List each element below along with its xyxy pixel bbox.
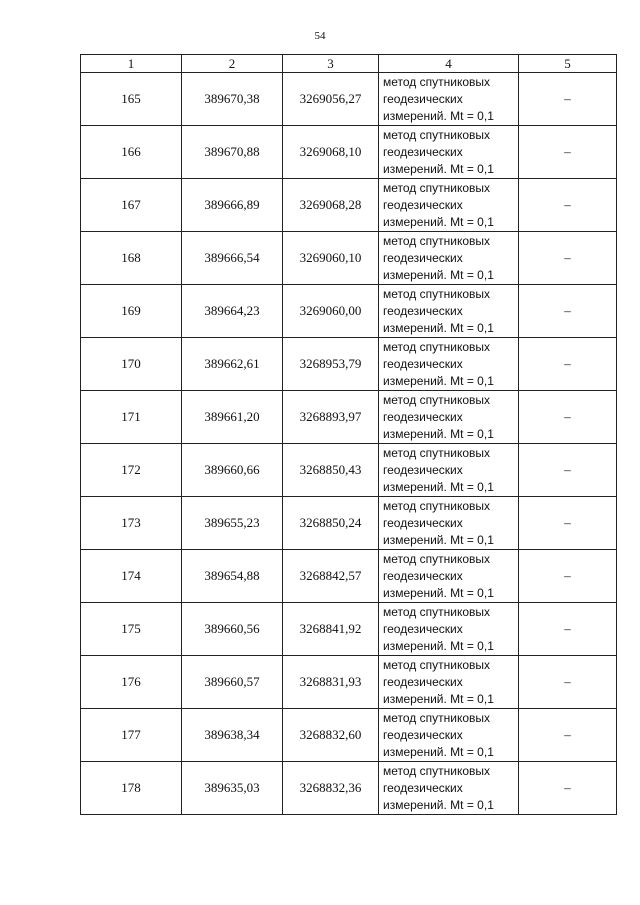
method-cell (379, 73, 519, 126)
point-number-cell: 174 (81, 550, 182, 603)
method-text-line: измерений. Mt = 0,1 (383, 426, 494, 441)
method-text-line: метод спутниковых (383, 286, 491, 301)
x-coordinate-cell: 389664,23 (182, 285, 283, 338)
x-coordinate-cell: 389670,88 (182, 126, 283, 179)
method-text-line: измерений. Mt = 0,1 (383, 320, 494, 335)
x-coordinate-cell: 389670,38 (182, 73, 283, 126)
method-text-line: метод спутниковых (383, 551, 491, 566)
y-coordinate-cell: 3268832,60 (283, 709, 379, 762)
note-cell: – (519, 603, 617, 656)
method-text-line: геодезических (383, 197, 463, 212)
x-coordinate-cell: 389660,66 (182, 444, 283, 497)
method-cell (379, 232, 519, 285)
method-cell (379, 444, 519, 497)
method-text-line: измерений. Mt = 0,1 (383, 108, 494, 123)
x-coordinate-cell: 389660,57 (182, 656, 283, 709)
point-number-cell: 167 (81, 179, 182, 232)
method-text-line: геодезических (383, 780, 463, 795)
x-coordinate-cell: 389666,89 (182, 179, 283, 232)
x-coordinate-cell: 389661,20 (182, 391, 283, 444)
x-coordinate-cell: 389660,56 (182, 603, 283, 656)
point-number-cell: 168 (81, 232, 182, 285)
method-text-line: геодезических (383, 621, 463, 636)
method-text-line: метод спутниковых (383, 445, 491, 460)
x-coordinate-cell: 389638,34 (182, 709, 283, 762)
note-cell: – (519, 444, 617, 497)
x-coordinate-cell: 389635,03 (182, 762, 283, 815)
method-cell (379, 497, 519, 550)
method-cell (379, 285, 519, 338)
note-cell: – (519, 73, 617, 126)
y-coordinate-cell: 3268953,79 (283, 338, 379, 391)
note-cell: – (519, 232, 617, 285)
y-coordinate-cell: 3269068,10 (283, 126, 379, 179)
method-text-line: геодезических (383, 409, 463, 424)
table-row (81, 73, 617, 126)
method-cell (379, 762, 519, 815)
method-text-line: метод спутниковых (383, 710, 491, 725)
method-text-line: геодезических (383, 568, 463, 583)
method-text-line: измерений. Mt = 0,1 (383, 214, 494, 229)
y-coordinate-cell: 3268832,36 (283, 762, 379, 815)
method-text-line: метод спутниковых (383, 74, 491, 89)
y-coordinate-cell: 3269068,28 (283, 179, 379, 232)
y-coordinate-cell: 3269060,10 (283, 232, 379, 285)
table-row (81, 656, 617, 709)
column-header-3: 3 (283, 55, 379, 73)
point-number-cell: 165 (81, 73, 182, 126)
note-cell: – (519, 497, 617, 550)
note-cell: – (519, 391, 617, 444)
method-text-line: метод спутниковых (383, 604, 491, 619)
point-number-cell: 178 (81, 762, 182, 815)
method-cell (379, 550, 519, 603)
note-cell: – (519, 709, 617, 762)
method-cell (379, 179, 519, 232)
method-text-line: геодезических (383, 303, 463, 318)
method-text-line: геодезических (383, 462, 463, 477)
y-coordinate-cell: 3268893,97 (283, 391, 379, 444)
method-text-line: метод спутниковых (383, 392, 491, 407)
point-number-cell: 170 (81, 338, 182, 391)
column-header-1: 1 (81, 55, 182, 73)
table-row (81, 709, 617, 762)
table-row (81, 550, 617, 603)
y-coordinate-cell: 3268841,92 (283, 603, 379, 656)
method-text-line: измерений. Mt = 0,1 (383, 744, 494, 759)
table-row (81, 762, 617, 815)
y-coordinate-cell: 3268850,24 (283, 497, 379, 550)
note-cell: – (519, 656, 617, 709)
coordinates-table (80, 54, 617, 815)
method-cell (379, 709, 519, 762)
x-coordinate-cell: 389666,54 (182, 232, 283, 285)
table-header-row (81, 55, 617, 73)
method-text-line: измерений. Mt = 0,1 (383, 638, 494, 653)
note-cell: – (519, 126, 617, 179)
note-cell: – (519, 285, 617, 338)
method-text-line: измерений. Mt = 0,1 (383, 691, 494, 706)
point-number-cell: 175 (81, 603, 182, 656)
y-coordinate-cell: 3268850,43 (283, 444, 379, 497)
point-number-cell: 176 (81, 656, 182, 709)
method-cell (379, 126, 519, 179)
point-number-cell: 177 (81, 709, 182, 762)
page-number: 54 (314, 30, 326, 42)
table-row (81, 338, 617, 391)
column-header-4: 4 (379, 55, 519, 73)
table-row (81, 603, 617, 656)
note-cell: – (519, 762, 617, 815)
method-text-line: измерений. Mt = 0,1 (383, 479, 494, 494)
method-text-line: геодезических (383, 674, 463, 689)
method-cell (379, 656, 519, 709)
method-text-line: геодезических (383, 356, 463, 371)
table-row (81, 232, 617, 285)
point-number-cell: 171 (81, 391, 182, 444)
table-row (81, 285, 617, 338)
column-header-5: 5 (519, 55, 617, 73)
table-row (81, 179, 617, 232)
method-cell (379, 391, 519, 444)
method-text-line: геодезических (383, 727, 463, 742)
method-text-line: измерений. Mt = 0,1 (383, 267, 494, 282)
note-cell: – (519, 550, 617, 603)
point-number-cell: 166 (81, 126, 182, 179)
note-cell: – (519, 338, 617, 391)
method-text-line: метод спутниковых (383, 657, 491, 672)
note-cell: – (519, 179, 617, 232)
method-text-line: метод спутниковых (383, 127, 491, 142)
table-body (81, 73, 617, 815)
point-number-cell: 173 (81, 497, 182, 550)
method-text-line: метод спутниковых (383, 763, 491, 778)
y-coordinate-cell: 3269056,27 (283, 73, 379, 126)
method-text-line: измерений. Mt = 0,1 (383, 373, 494, 388)
method-text-line: метод спутниковых (383, 498, 491, 513)
table-row (81, 126, 617, 179)
table-row (81, 497, 617, 550)
method-text-line: метод спутниковых (383, 180, 491, 195)
table-row (81, 391, 617, 444)
method-text-line: геодезических (383, 144, 463, 159)
method-text-line: геодезических (383, 250, 463, 265)
method-text-line: измерений. Mt = 0,1 (383, 532, 494, 547)
method-cell (379, 338, 519, 391)
x-coordinate-cell: 389662,61 (182, 338, 283, 391)
method-text-line: измерений. Mt = 0,1 (383, 585, 494, 600)
method-text-line: геодезических (383, 91, 463, 106)
x-coordinate-cell: 389654,88 (182, 550, 283, 603)
y-coordinate-cell: 3269060,00 (283, 285, 379, 338)
method-text-line: геодезических (383, 515, 463, 530)
x-coordinate-cell: 389655,23 (182, 497, 283, 550)
method-text-line: метод спутниковых (383, 339, 491, 354)
point-number-cell: 169 (81, 285, 182, 338)
method-text-line: измерений. Mt = 0,1 (383, 161, 494, 176)
y-coordinate-cell: 3268831,93 (283, 656, 379, 709)
column-header-2: 2 (182, 55, 283, 73)
method-text-line: метод спутниковых (383, 233, 491, 248)
y-coordinate-cell: 3268842,57 (283, 550, 379, 603)
method-cell (379, 603, 519, 656)
method-text-line: измерений. Mt = 0,1 (383, 797, 494, 812)
point-number-cell: 172 (81, 444, 182, 497)
table-row (81, 444, 617, 497)
